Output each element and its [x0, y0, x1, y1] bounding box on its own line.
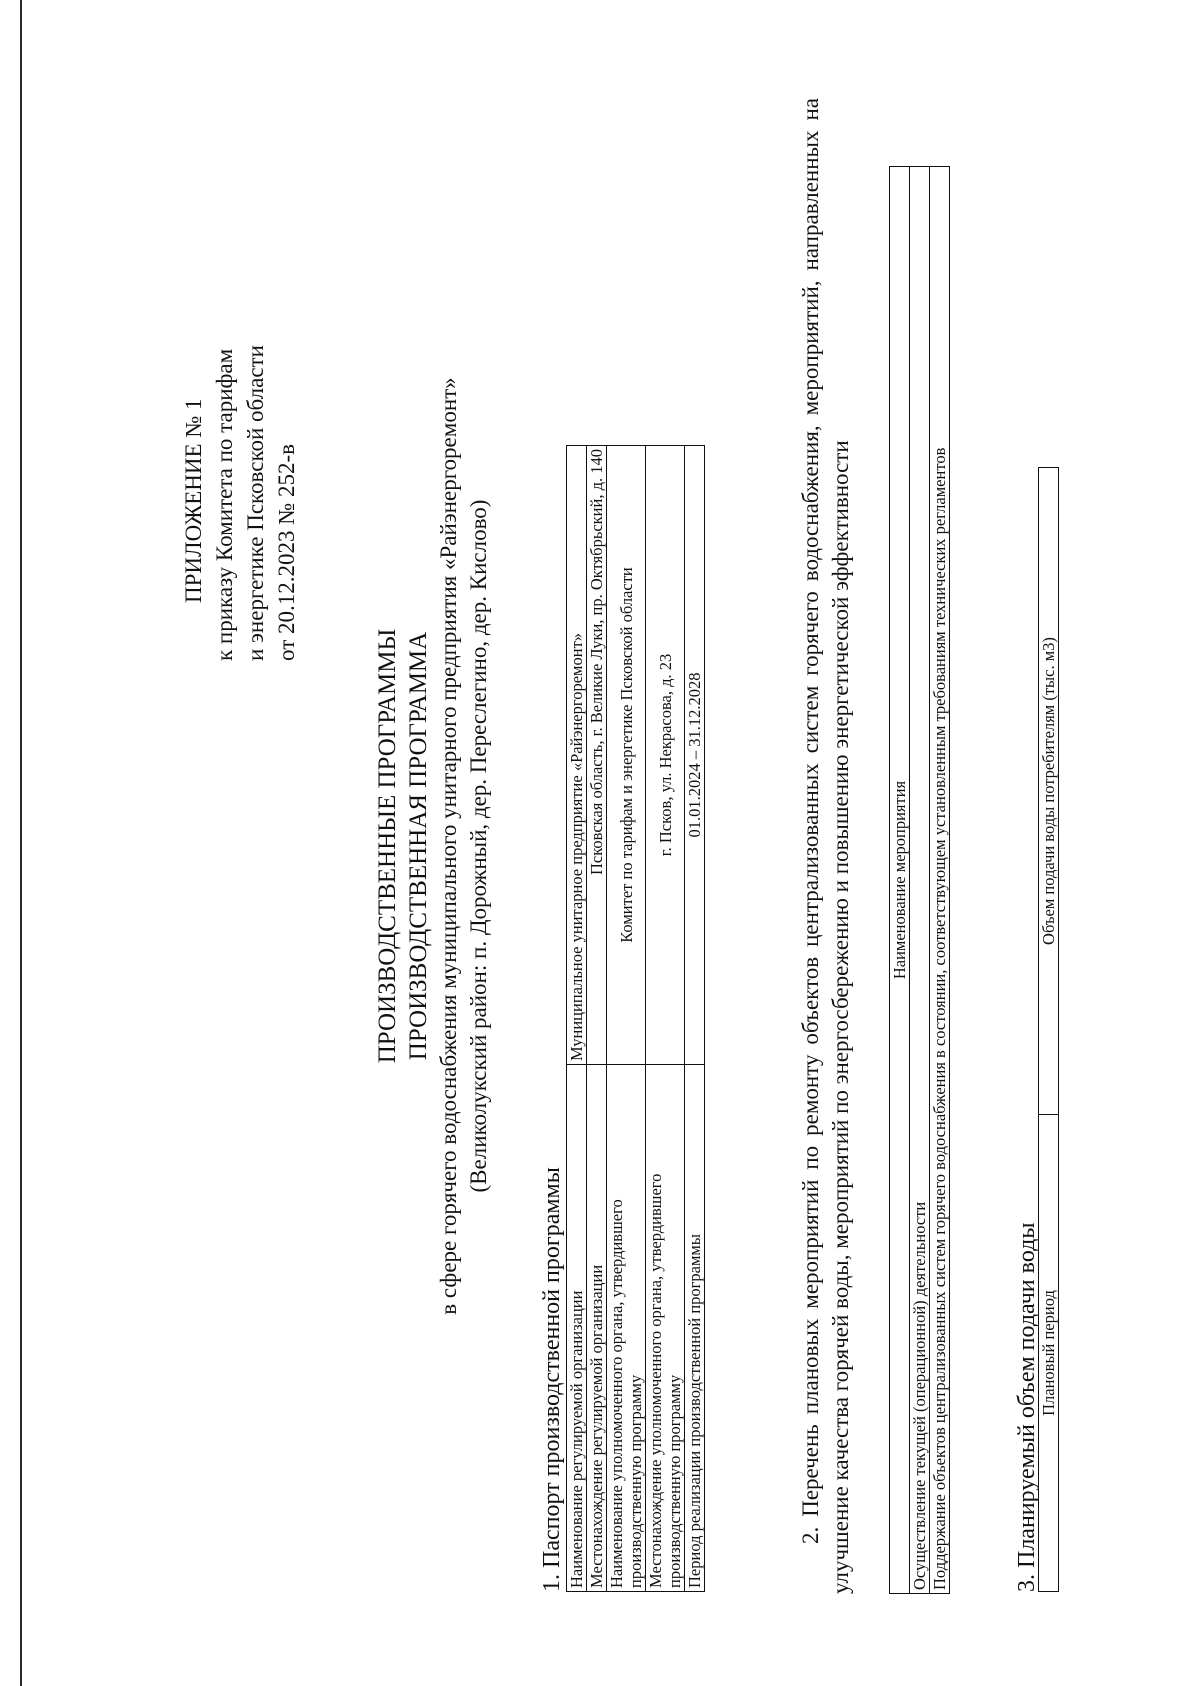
title-programs: ПРОИЗВОДСТВЕННЫЕ ПРОГРАММЫ [374, 628, 401, 1064]
event-item: Осуществление текущей (операционной) деятельности [910, 167, 930, 1594]
passport-label: Местонахождение регулируемой организации [587, 1065, 607, 1592]
passport-label: Местонахождение уполномоченного органа, утвердившего производственную программу [646, 1065, 685, 1592]
passport-label: Наименование уполномоченного органа, утвердившего производственную программу [607, 1065, 646, 1592]
events-table [889, 166, 950, 1594]
table-row [646, 446, 685, 1592]
approval-block [178, 345, 302, 661]
section-2-heading [796, 98, 856, 1594]
passport-value: 01.01.2024 – 31.12.2028 [685, 446, 705, 1065]
section-3-heading: 3. Планируемый объем подачи воды [1014, 1222, 1040, 1592]
table-row [567, 446, 587, 1592]
events-column-header: Наименование мероприятия [890, 167, 910, 1594]
planned-period-header: Плановый период [1039, 1115, 1059, 1592]
table-row [607, 446, 646, 1592]
title-program: ПРОИЗВОДСТВЕННАЯ ПРОГРАММА [405, 631, 432, 1061]
approval-line-3: от 20.12.2023 № 252-в [274, 444, 299, 661]
table-row [930, 167, 950, 1594]
passport-value: г. Псков, ул. Некрасова, д. 23 [646, 446, 685, 1065]
passport-label: Наименование регулируемой организации [567, 1065, 587, 1592]
passport-value: Псковская область, г. Великие Луки, пр. Октябрьский, д. 140 [587, 446, 607, 1065]
section-1-heading: 1. Паспорт производственной программы [539, 1167, 565, 1592]
approval-line-2: и энергетике Псковской области [243, 345, 268, 661]
passport-value: Комитет по тарифам и энергетике Псковской области [607, 446, 646, 1065]
appendix-title: ПРИЛОЖЕНИЕ № 1 [181, 398, 206, 603]
event-item: Поддержание объектов централизованных систем горячего водоснабжения в состоянии, соответствующем установленным требованиям технических регламентов [930, 167, 950, 1594]
water-volume-header: Объем подачи воды потребителям (тыс. м3) [1039, 468, 1059, 1115]
section-2-heading-text: 2. Перечень плановых мероприятий по ремонту объектов централизованных систем горячего водоснабжения, мероприятий, направленных на улучшение качества горячей воды, мероприятий по энергосбережению и повышению энергетической эффективности [798, 98, 853, 1594]
table-header-row [1039, 468, 1059, 1592]
table-header-row [890, 167, 910, 1594]
passport-value: Муниципальное унитарное предприятие «Райэнергоремонт» [567, 446, 587, 1065]
passport-label: Период реализации производственной программы [685, 1065, 705, 1592]
approval-line-1: к приказу Комитета по тарифам [212, 348, 237, 661]
table-row [910, 167, 930, 1594]
table-row [587, 446, 607, 1592]
table-row [685, 446, 705, 1592]
subtitle-sphere: в сфере горячего водоснабжения муниципального унитарного предприятия «Райэнергоремонт» [436, 377, 461, 1315]
passport-table [566, 445, 705, 1592]
volume-table [1038, 467, 1059, 1592]
subtitle-locations: (Великолукский район: п. Дорожный, дер. Переслегино, дер. Кислово) [466, 499, 491, 1193]
document-titles [372, 306, 494, 1386]
